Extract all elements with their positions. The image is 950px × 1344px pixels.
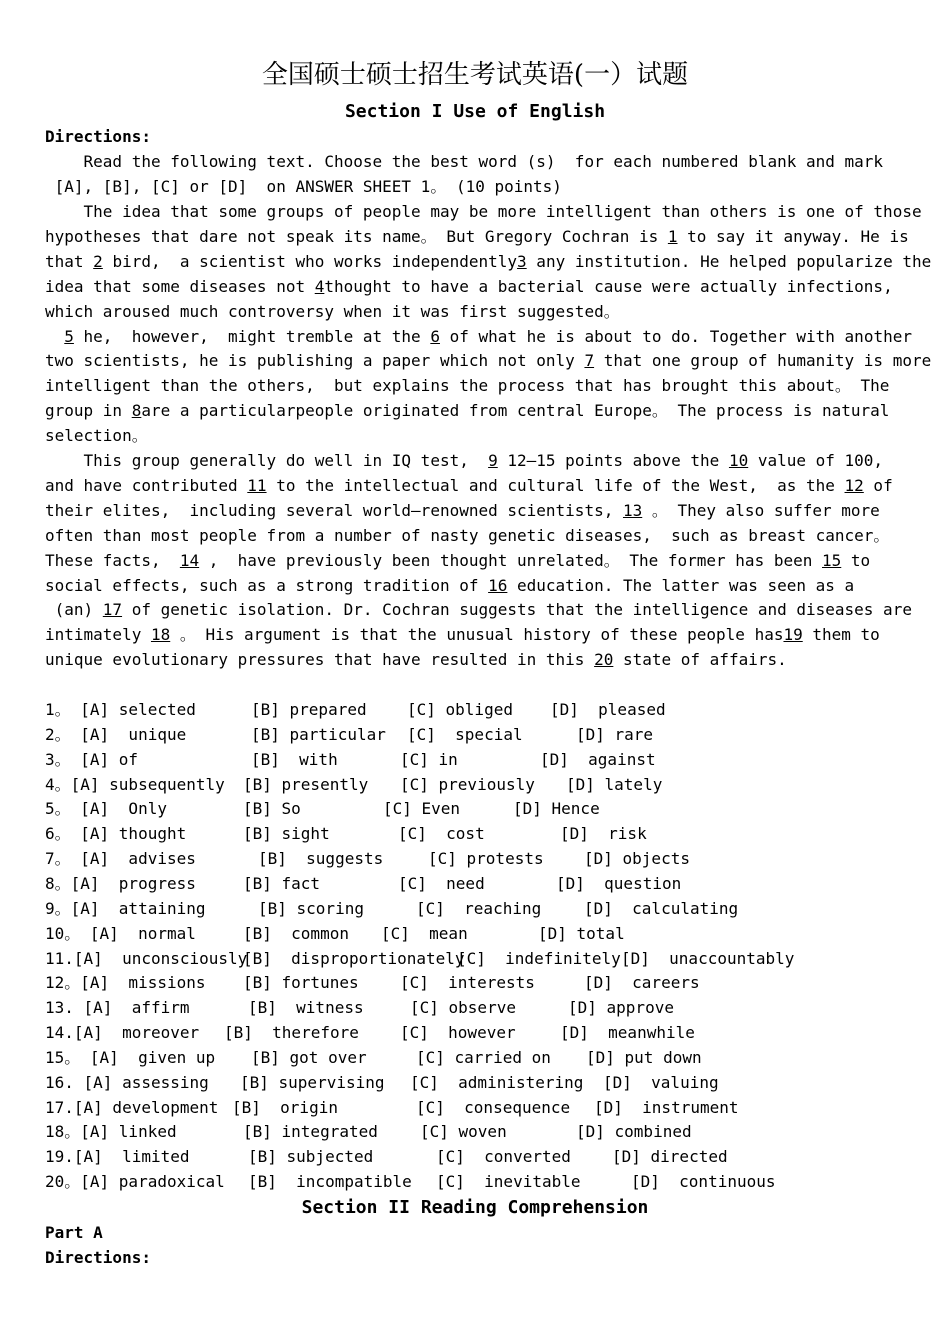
question-1-option-a: 1。 [A] selected: [45, 700, 196, 719]
exam-title: 全国硕士硕士招生考试英语(一）试题: [261, 60, 689, 90]
blank-number: 9: [488, 451, 498, 470]
question-11-option-d: [D] unaccountably: [621, 948, 795, 968]
question-9-option-a: 9。[A] attaining: [45, 898, 206, 918]
question-7-option-d: [D] objects: [584, 849, 690, 869]
question-8-option-a: 8。[A] progress: [45, 873, 196, 893]
blank-number: 1: [667, 226, 678, 246]
passage-line: [45, 374, 889, 398]
question-16-option-b: [B] supervising: [240, 1072, 385, 1092]
question-2-option-c: [C] special: [407, 724, 523, 744]
passage-text: thought to have a bacterial cause were actually infections,: [324, 276, 893, 296]
passage-line: [45, 648, 787, 672]
question-11-option-c: [C] indefinitely: [457, 948, 621, 968]
question-4-option-d: [D] lately: [566, 774, 663, 794]
question-7-option-b: [B] suggests: [258, 849, 384, 869]
passage-text: which aroused much controversy when it was first suggested。: [45, 301, 620, 321]
question-14-option-d: [D] meanwhile: [560, 1023, 695, 1043]
passage-line: [45, 250, 931, 274]
blank-number: 7: [584, 351, 595, 371]
question-16-option-c: [C] administering: [410, 1072, 584, 1092]
blank-number: 8: [131, 401, 142, 421]
question-14-option-b: [B] therefore: [224, 1023, 359, 1043]
passage-text: of: [863, 475, 893, 495]
passage-text: that one group of humanity is more: [594, 351, 932, 371]
blank-number: 3: [517, 251, 527, 271]
blank-number: 4: [314, 276, 325, 296]
question-20-option-a: 20。[A] paradoxical: [45, 1172, 225, 1192]
question-15-option-c: [C] carried on: [416, 1047, 551, 1067]
passage-text: to say it anyway. He is: [677, 226, 909, 246]
passage-text: state of affairs.: [613, 650, 787, 670]
question-17-option-d: [D] instrument: [594, 1097, 739, 1117]
passage-text: their elites, including several world—renowned scientists,: [45, 500, 623, 520]
question-9-option-c: [C] reaching: [416, 898, 542, 918]
question-9-option-b: [B] scoring: [258, 898, 364, 918]
passage-text: social effects, such as a strong tradition of: [45, 575, 489, 595]
passage-line: [45, 499, 880, 523]
passage-text: to the intellectual and cultural life of the West, as the: [266, 475, 845, 495]
question-11-option-a: 11.[A] unconsciously: [45, 948, 248, 968]
passage-text: are a particularpeople originated from central Europe。 The process is natural: [141, 401, 890, 421]
blank-number: 13: [622, 500, 643, 520]
blank-number: 16: [488, 575, 508, 595]
passage-text: group in: [45, 401, 132, 421]
blank-number: 14: [179, 550, 200, 570]
question-13-option-b: [B] witness: [248, 998, 364, 1018]
question-8-option-b: [B] fact: [243, 873, 321, 893]
question-19-option-b: [B] subjected: [248, 1147, 374, 1167]
question-15-option-a: 15。 [A] given up: [45, 1047, 216, 1067]
directions-2-label: Directions:: [45, 1248, 151, 1267]
question-4-option-a: 4。[A] subsequently: [45, 774, 225, 794]
passage-text: and have contributed: [45, 475, 248, 495]
question-13-option-d: [D] approve: [568, 998, 674, 1018]
passage-line: [45, 449, 883, 473]
question-19-option-a: 19.[A] limited: [45, 1147, 190, 1167]
passage-line: [45, 325, 912, 349]
passage-line: [45, 574, 854, 598]
question-7-option-c: [C] protests: [428, 849, 544, 869]
passage-line: [45, 549, 870, 573]
question-10-option-d: [D] total: [538, 923, 625, 943]
question-14-option-a: 14.[A] moreover: [45, 1023, 200, 1043]
blank-number: 2: [93, 251, 103, 271]
question-1-option-b: [B] prepared: [251, 700, 367, 719]
passage-text: education. The latter was seen as a: [507, 575, 855, 595]
section-1-heading: Section I Use of English: [344, 101, 606, 122]
passage-text: intelligent than the others, but explains the process that has brought this about。 The: [45, 376, 890, 396]
question-2-option-a: 2。 [A] unique: [45, 724, 187, 744]
passage-text: them to: [802, 625, 880, 645]
passage-text: (an): [45, 600, 103, 620]
passage-text: intimately: [45, 625, 151, 645]
passage-text: he, however, might tremble at the: [73, 326, 431, 346]
passage-line: [45, 300, 620, 324]
passage-text: of genetic isolation. Dr. Cochran suggests that the intelligence and diseases are: [122, 600, 912, 620]
question-18-option-c: [C] woven: [420, 1122, 507, 1142]
question-20-option-b: [B] incompatible: [248, 1172, 412, 1192]
part-a-label: Part A: [45, 1223, 103, 1242]
question-16-option-d: [D] valuing: [603, 1072, 719, 1092]
question-11-option-b: [B] disproportionately: [243, 948, 465, 968]
question-6-option-d: [D] risk: [560, 824, 647, 844]
passage-text: two scientists, he is publishing a paper which not only: [45, 351, 585, 371]
passage-line: [45, 424, 148, 448]
passage-text: 。 His argument is that the unusual history of these people has: [170, 625, 784, 645]
passage-text: 12—15 points above the: [497, 451, 729, 470]
passage-line: [45, 474, 893, 498]
question-3-option-d: [D] against: [540, 749, 656, 769]
passage-line: [45, 399, 889, 423]
question-5-option-c: [C] Even: [383, 799, 461, 819]
blank-number: 19: [783, 625, 803, 645]
passage-line: [45, 225, 909, 249]
passage-text: often than most people from a number of nasty genetic diseases, such as breast cancer。: [45, 525, 890, 545]
question-7-option-a: 7。 [A] advises: [45, 849, 196, 869]
question-10-option-b: [B] common: [243, 923, 349, 943]
blank-number: 17: [102, 600, 123, 620]
question-5-option-b: [B] So: [243, 799, 301, 819]
question-2-option-b: [B] particular: [251, 724, 386, 744]
blank-number: 12: [844, 475, 864, 495]
blank-number: 6: [430, 326, 440, 346]
question-19-option-c: [C] converted: [436, 1147, 571, 1167]
question-3-option-c: [C] in: [400, 749, 458, 769]
question-14-option-c: [C] however: [400, 1023, 516, 1043]
passage-line: [45, 524, 889, 548]
question-17-option-b: [B] origin: [232, 1097, 338, 1117]
passage-text: bird, a scientist who works independently: [102, 251, 518, 271]
question-12-option-c: [C] interests: [400, 973, 535, 993]
question-19-option-d: [D] directed: [612, 1147, 728, 1167]
passage-text: that: [45, 251, 94, 271]
passage-text: any institution. He helped popularize the: [526, 251, 932, 271]
question-13-option-c: [C] observe: [410, 998, 516, 1018]
passage-text: idea that some diseases not: [45, 276, 315, 296]
question-10-option-a: 10。 [A] normal: [45, 923, 196, 943]
passage-text: 。 They also suffer more: [642, 500, 880, 520]
passage-text: unique evolutionary pressures that have resulted in this: [45, 650, 595, 670]
question-8-option-c: [C] need: [398, 873, 485, 893]
question-2-option-d: [D] rare: [576, 724, 654, 744]
blank-number: 11: [247, 475, 267, 495]
passage-text: to: [841, 550, 871, 570]
blank-number: 15: [822, 550, 842, 570]
passage-line: [45, 623, 880, 647]
passage-line: [45, 349, 931, 373]
question-4-option-b: [B] presently: [243, 774, 369, 794]
question-6-option-b: [B] sight: [243, 824, 330, 844]
question-15-option-b: [B] got over: [251, 1047, 367, 1067]
passage-text: [45, 327, 64, 346]
question-18-option-d: [D] combined: [576, 1122, 692, 1142]
question-1-option-c: [C] obliged: [407, 700, 513, 719]
question-12-option-d: [D] careers: [584, 973, 700, 993]
question-18-option-a: 18。[A] linked: [45, 1122, 177, 1142]
passage-text: hypotheses that dare not speak its name。 But Gregory Cochran is: [45, 226, 668, 246]
question-17-option-c: [C] consequence: [416, 1097, 571, 1117]
passage-text: The idea that some groups of people may be more intelligent than others is one of those: [45, 202, 922, 221]
question-9-option-d: [D] calculating: [584, 898, 739, 918]
question-5-option-d: [D] Hence: [513, 799, 600, 819]
passage-text: , have previously been thought unrelated。 The former has been: [199, 550, 822, 570]
question-17-option-a: 17.[A] development: [45, 1097, 219, 1117]
question-1-option-d: [D] pleased: [550, 700, 666, 719]
passage-line: [45, 200, 922, 224]
directions-line-2: [A], [B], [C] or [D] on ANSWER SHEET 1。 (10 points): [45, 177, 562, 196]
question-3-option-b: [B] with: [251, 749, 338, 769]
directions-label: Directions:: [45, 127, 151, 146]
passage-line: [45, 275, 893, 299]
question-5-option-a: 5。 [A] Only: [45, 799, 167, 819]
passage-text: These facts,: [45, 550, 180, 570]
question-12-option-a: 12。[A] missions: [45, 973, 206, 993]
question-15-option-d: [D] put down: [586, 1047, 702, 1067]
blank-number: 5: [64, 326, 74, 346]
question-6-option-c: [C] cost: [398, 824, 485, 844]
blank-number: 18: [150, 625, 171, 645]
question-10-option-c: [C] mean: [381, 923, 468, 943]
passage-text: This group generally do well in IQ test,: [45, 451, 489, 470]
question-6-option-a: 6。 [A] thought: [45, 824, 187, 844]
directions-line-1: Read the following text. Choose the best word (s) for each numbered blank and mark: [45, 152, 884, 171]
question-4-option-c: [C] previously: [400, 774, 535, 794]
passage-line: [45, 598, 912, 622]
question-16-option-a: 16. [A] assessing: [45, 1072, 209, 1092]
section-2-heading: Section II Reading Comprehension: [301, 1197, 649, 1218]
passage-text: value of 100,: [748, 451, 884, 470]
question-8-option-d: [D] question: [556, 873, 682, 893]
question-13-option-a: 13. [A] affirm: [45, 998, 190, 1018]
passage-text: selection。: [45, 426, 148, 446]
question-3-option-a: 3。 [A] of: [45, 749, 139, 769]
question-12-option-b: [B] fortunes: [243, 973, 359, 993]
question-18-option-b: [B] integrated: [243, 1122, 378, 1142]
question-20-option-c: [C] inevitable: [436, 1172, 581, 1192]
blank-number: 10: [728, 451, 749, 470]
passage-text: of what he is about to do. Together with another: [439, 326, 912, 346]
blank-number: 20: [594, 650, 614, 670]
question-20-option-d: [D] continuous: [631, 1172, 776, 1192]
